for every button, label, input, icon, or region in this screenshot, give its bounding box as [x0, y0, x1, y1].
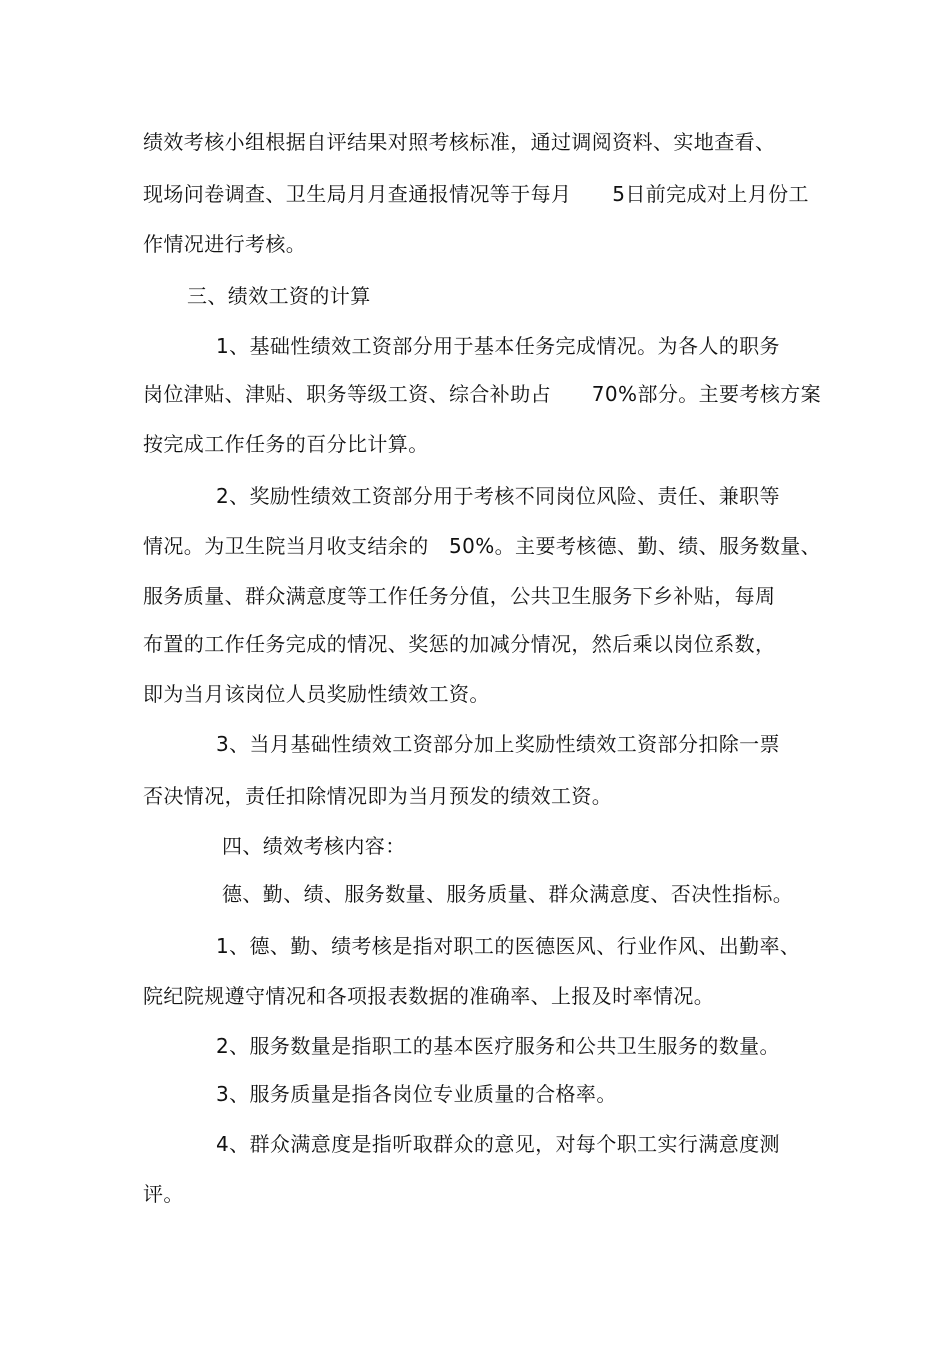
- paragraph-line: 即为当月该岗位人员奖励性绩效工资。: [143, 682, 490, 706]
- paragraph-line: 院纪院规遵守情况和各项报表数据的准确率、上报及时率情况。: [143, 984, 715, 1008]
- section-heading: 三、绩效工资的计算: [187, 284, 371, 308]
- section-heading: 四、绩效考核内容：: [222, 834, 406, 858]
- paragraph-line: 服务质量、群众满意度等工作任务分值，公共卫生服务下乡补贴，每周: [143, 584, 776, 608]
- paragraph-line: 岗位津贴、津贴、职务等级工资、综合补助占 70%部分。主要考核方案: [143, 382, 822, 406]
- paragraph-line: 1、德、勤、绩考核是指对职工的医德医风、行业作风、出勤率、: [216, 934, 801, 958]
- paragraph-line: 4、群众满意度是指听取群众的意见，对每个职工实行满意度测: [216, 1132, 780, 1156]
- paragraph-line: 作情况进行考核。: [143, 232, 307, 256]
- paragraph-line: 3、当月基础性绩效工资部分加上奖励性绩效工资部分扣除一票: [216, 732, 780, 756]
- paragraph-line: 绩效考核小组根据自评结果对照考核标准，通过调阅资料、实地查看、: [143, 130, 776, 154]
- paragraph-line: 德、勤、绩、服务数量、服务质量、群众满意度、否决性指标。: [222, 882, 794, 906]
- paragraph-line: 按完成工作任务的百分比计算。: [143, 432, 429, 456]
- paragraph-line: 评。: [143, 1182, 184, 1206]
- paragraph-line: 情况。为卫生院当月收支结余的 50%。主要考核德、勤、绩、服务数量、: [143, 534, 822, 558]
- paragraph-line: 2、奖励性绩效工资部分用于考核不同岗位风险、责任、兼职等: [216, 484, 780, 508]
- paragraph-line: 现场问卷调查、卫生局月月查通报情况等于每月 5日前完成对上月份工: [143, 182, 809, 206]
- paragraph-line: 否决情况，责任扣除情况即为当月预发的绩效工资。: [143, 784, 613, 808]
- paragraph-line: 3、服务质量是指各岗位专业质量的合格率。: [216, 1082, 617, 1106]
- paragraph-line: 2、服务数量是指职工的基本医疗服务和公共卫生服务的数量。: [216, 1034, 780, 1058]
- paragraph-line: 布置的工作任务完成的情况、奖惩的加减分情况，然后乘以岗位系数，: [143, 632, 776, 656]
- paragraph-line: 1、基础性绩效工资部分用于基本任务完成情况。为各人的职务: [216, 334, 780, 358]
